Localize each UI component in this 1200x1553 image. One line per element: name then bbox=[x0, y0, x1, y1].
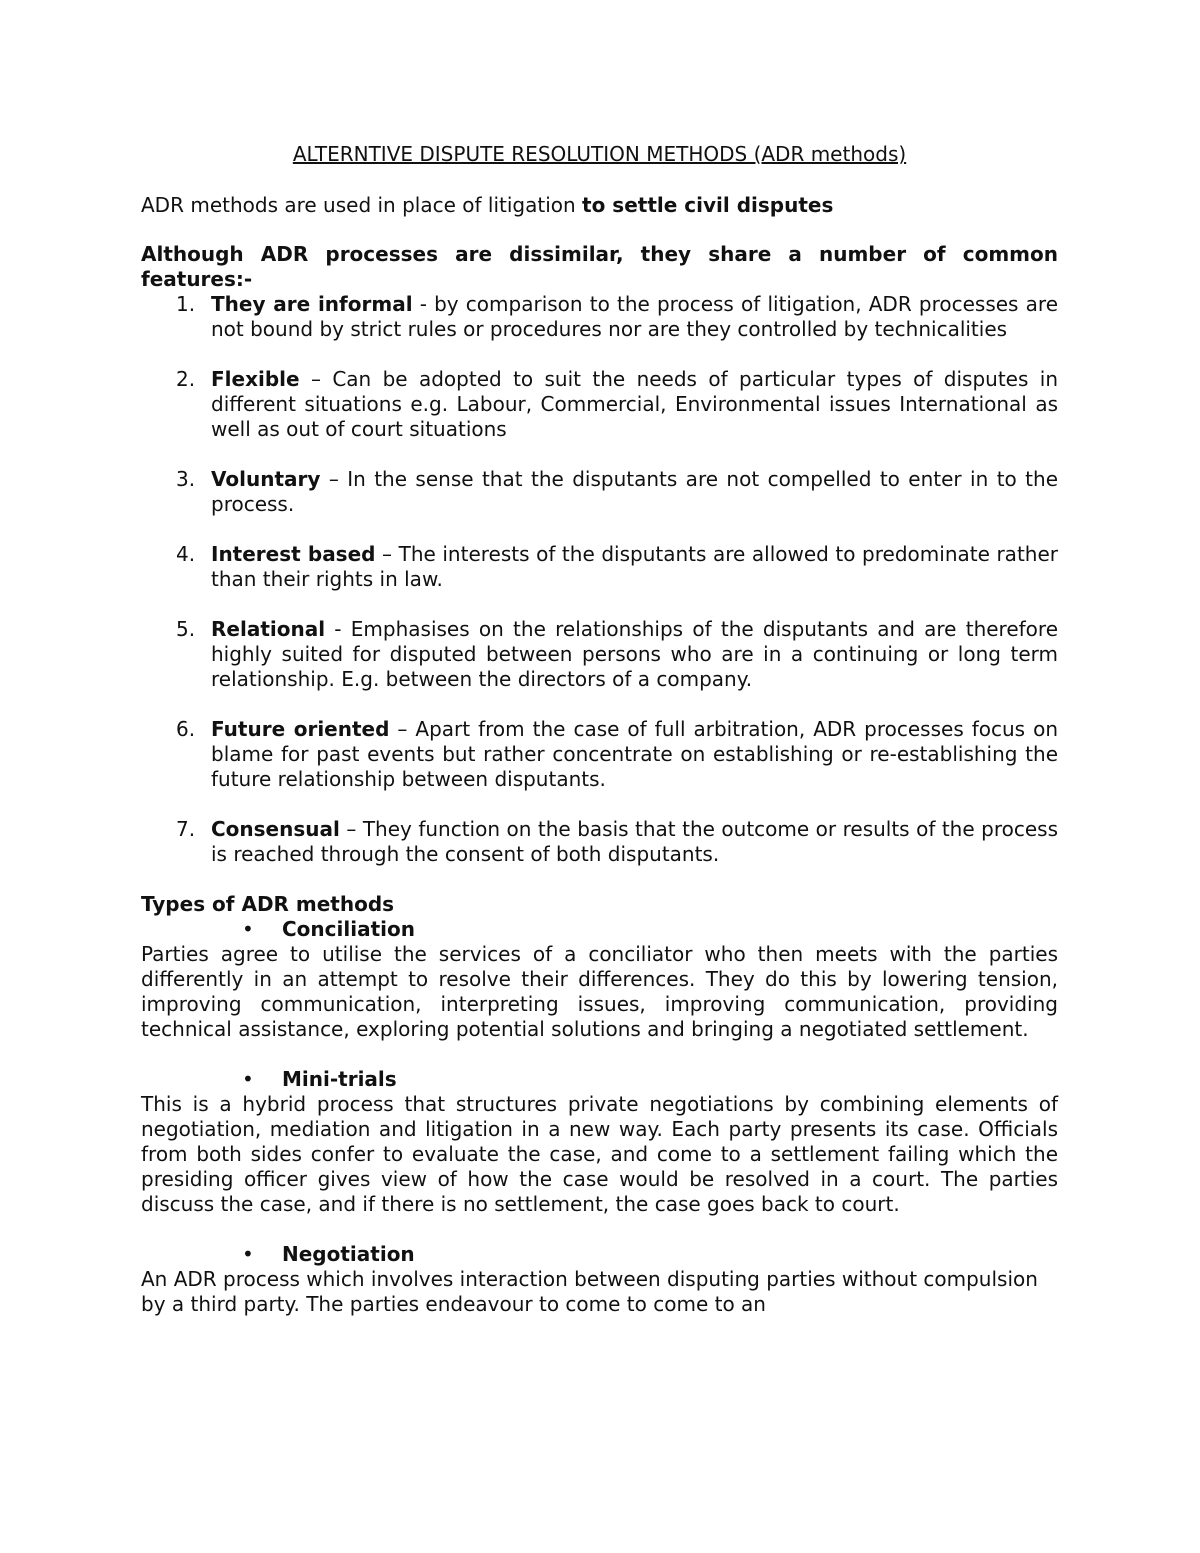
feature-text: – Apart from the case of full arbitration, ADR processes focus on blame for past events but rather concentrate on establishing or re-establishing the future relationship between disputants. bbox=[211, 717, 1059, 791]
type-name: Negotiation bbox=[282, 1242, 415, 1266]
bullet-icon: • bbox=[242, 1242, 254, 1266]
type-heading-mini-trials bbox=[141, 1067, 1058, 1092]
feature-text: – They function on the basis that the outcome or results of the process is reached through the consent of both disputants. bbox=[211, 817, 1058, 866]
features-list bbox=[141, 292, 1058, 867]
types-heading: Types of ADR methods bbox=[141, 892, 395, 916]
feature-term: Interest based bbox=[211, 542, 376, 566]
feature-item bbox=[141, 542, 1058, 592]
features-lead-line-1: Although ADR processes are dissimilar, they share a number of common bbox=[141, 242, 1058, 266]
feature-item bbox=[141, 292, 1058, 342]
bullet-icon: • bbox=[242, 917, 254, 941]
feature-item bbox=[141, 717, 1058, 792]
bullet-icon: • bbox=[242, 1067, 254, 1091]
type-description: An ADR process which involves interaction between disputing parties without compulsion by a third party. The parties endeavour to come to come to an bbox=[141, 1267, 1038, 1316]
type-description: Parties agree to utilise the services of a conciliator who then meets with the parties differently in an attempt to resolve their differences. They do this by lowering tension, improving communication, interpreting issues, improving communication, providing technical assistance, exploring potential solutions and bringing a negotiated settlement. bbox=[141, 942, 1058, 1041]
intro-emphasis: to settle civil disputes bbox=[582, 193, 834, 217]
feature-item bbox=[141, 617, 1058, 692]
document-body bbox=[141, 142, 1058, 1317]
feature-number: 6. bbox=[176, 717, 196, 741]
feature-term: They are informal bbox=[211, 292, 413, 316]
feature-number: 4. bbox=[176, 542, 196, 566]
feature-number: 2. bbox=[176, 367, 196, 391]
feature-term: Flexible bbox=[211, 367, 300, 391]
type-name: Mini-trials bbox=[282, 1067, 397, 1091]
feature-number: 1. bbox=[176, 292, 196, 316]
feature-number: 7. bbox=[176, 817, 196, 841]
features-lead-line-2: features:- bbox=[141, 267, 253, 291]
feature-number: 5. bbox=[176, 617, 196, 641]
type-heading-conciliation bbox=[141, 917, 1058, 942]
feature-term: Voluntary bbox=[211, 467, 321, 491]
type-heading-negotiation bbox=[141, 1242, 1058, 1267]
document-title: ALTERNTIVE DISPUTE RESOLUTION METHODS (ADR methods) bbox=[292, 142, 907, 166]
feature-item bbox=[141, 467, 1058, 517]
intro-paragraph bbox=[141, 193, 1058, 218]
feature-text: - by comparison to the process of litigation, ADR processes are not bound by strict rules or procedures nor are they controlled by technicalities bbox=[211, 292, 1058, 341]
feature-text: – In the sense that the disputants are not compelled to enter in to the process. bbox=[211, 467, 1058, 516]
feature-text: – Can be adopted to suit the needs of particular types of disputes in different situations e.g. Labour, Commercial, Environmental issues International as well as out of court situations bbox=[211, 367, 1058, 441]
feature-term: Future oriented bbox=[211, 717, 390, 741]
feature-term: Consensual bbox=[211, 817, 340, 841]
feature-number: 3. bbox=[176, 467, 196, 491]
type-description: This is a hybrid process that structures private negotiations by combining elements of negotiation, mediation and litigation in a new way. Each party presents its case. Officials from both sides confer to evaluate the case, and come to a settlement failing which the presiding officer gives view of how the case would be resolved in a court. The parties discuss the case, and if there is no settlement, the case goes back to court. bbox=[141, 1092, 1058, 1216]
feature-text: – The interests of the disputants are allowed to predominate rather than their rights in law. bbox=[211, 542, 1058, 591]
feature-term: Relational bbox=[211, 617, 326, 641]
feature-text: - Emphasises on the relationships of the disputants and are therefore highly suited for disputed between persons who are in a continuing or long term relationship. E.g. between the directors of a company. bbox=[211, 617, 1058, 691]
intro-text: ADR methods are used in place of litigation bbox=[141, 193, 583, 217]
feature-item bbox=[141, 367, 1058, 442]
feature-item bbox=[141, 817, 1058, 867]
type-name: Conciliation bbox=[282, 917, 415, 941]
